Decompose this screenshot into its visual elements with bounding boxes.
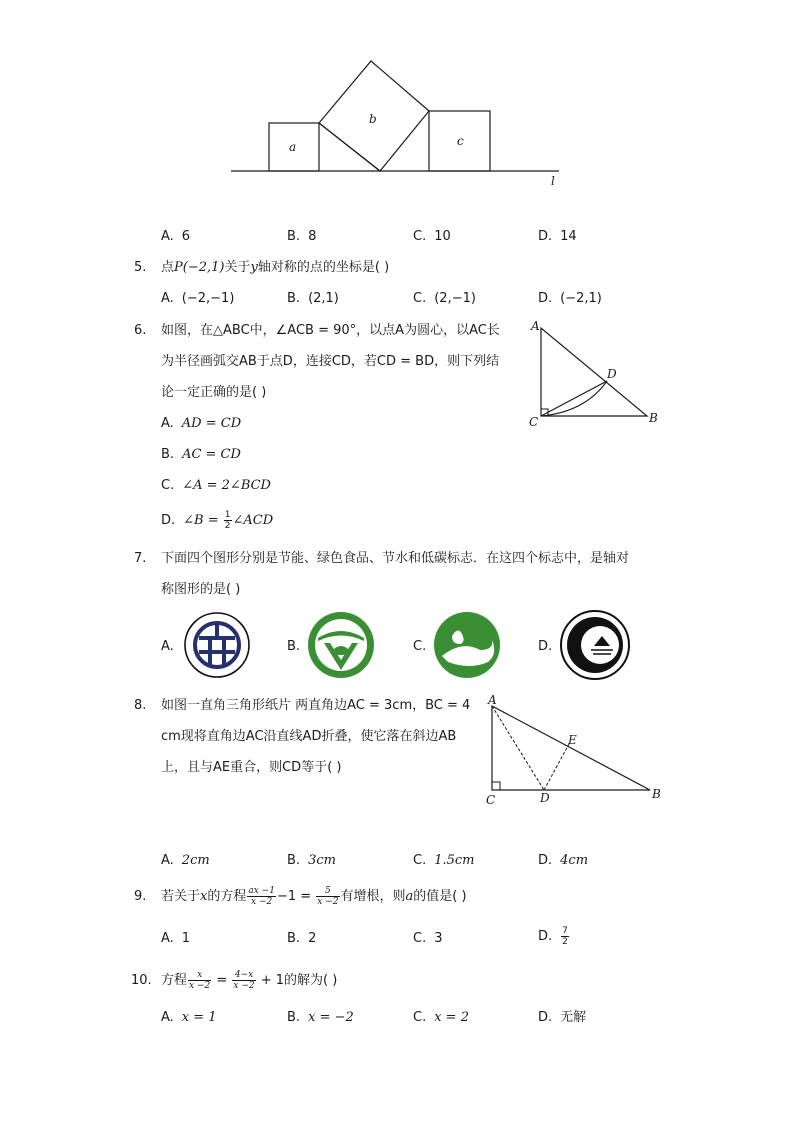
q6-number: 6.	[134, 323, 147, 338]
q9-option-c[interactable]: C. 3	[413, 931, 443, 946]
q9-stem: 若关于x的方程 $\frac{ax -1}{x -2}$ −1 = $\frac{5}{x -2}$ 有增根，则a的值是( )	[161, 886, 467, 907]
q6-stem-line3: 论一定正确的是( )	[161, 385, 267, 400]
q7-number: 7.	[134, 551, 147, 566]
q10-option-a[interactable]: A. x = 1	[161, 1010, 217, 1025]
q5-option-c[interactable]: C. (2,−1)	[413, 291, 476, 306]
fig8-label-a: A	[488, 693, 497, 707]
q5-number: 5.	[134, 260, 147, 275]
fraction-x-over-x-2: $\frac{x}{x -2}$	[189, 970, 211, 991]
q4-option-d[interactable]: D. 14	[538, 229, 577, 244]
q4-squares-figure	[225, 55, 565, 195]
q8-option-b[interactable]: B. 3cm	[287, 853, 336, 868]
q9-option-a[interactable]: A. 1	[161, 931, 191, 946]
q7-option-b[interactable]: B.	[287, 639, 301, 654]
q5-option-b[interactable]: B. (2,1)	[287, 291, 339, 306]
fig6-label-d: D	[607, 367, 617, 381]
q10-number: 10.	[131, 973, 152, 988]
fig6-label-c: C	[529, 415, 539, 429]
energy-saving-logo-icon	[182, 610, 252, 680]
q10-option-d[interactable]: D. 无解	[538, 1010, 587, 1025]
label-l: l	[551, 174, 555, 188]
green-food-logo-icon	[306, 610, 376, 680]
q4-option-a[interactable]: A. 6	[161, 229, 191, 244]
q10-option-b[interactable]: B. x = −2	[287, 1010, 354, 1025]
fig8-label-d: D	[540, 791, 550, 805]
q8-stem-line3: 上，且与AE重合，则CD等于( )	[161, 760, 342, 775]
q6-option-d[interactable]: D. ∠B = $\frac{1}{2}$ ∠ACD	[161, 510, 274, 531]
q6-stem-line2: 为半径画弧交AB于点D，连接CD，若CD = BD，则下列结	[161, 354, 500, 369]
q4-option-b[interactable]: B. 8	[287, 229, 317, 244]
q9-number: 9.	[134, 889, 147, 904]
q6-option-c[interactable]: C. ∠A = 2∠BCD	[161, 478, 271, 493]
q8-stem-line2: cm现将直角边AC沿直线AD折叠，使它落在斜边AB	[161, 729, 457, 744]
q8-option-d[interactable]: D. 4cm	[538, 853, 589, 868]
fig6-label-b: B	[649, 411, 658, 425]
q5-stem: 点P(−2,1)关于y轴对称的点的坐标是( )	[161, 260, 390, 275]
q6-triangle-figure	[525, 316, 665, 431]
q8-option-a[interactable]: A. 2cm	[161, 853, 210, 868]
q9-option-b[interactable]: B. 2	[287, 931, 317, 946]
label-a: a	[289, 140, 297, 154]
q6-stem-line1: 如图，在△ABC中，∠ACB = 90°，以点A为圆心，以AC长	[161, 323, 500, 338]
fraction-5-over-x-2: $\frac{5}{x -2}$	[317, 886, 339, 907]
fraction-4-x-over-x-2: $\frac{4-x}{x -2}$	[233, 970, 255, 991]
low-carbon-logo-icon	[558, 608, 632, 682]
q10-option-c[interactable]: C. x = 2	[413, 1010, 469, 1025]
fraction-one-half: $\frac{1}{2}$	[224, 510, 231, 531]
q5-option-d[interactable]: D. (−2,1)	[538, 291, 602, 306]
q10-stem: 方程 $\frac{x}{x -2}$ = $\frac{4-x}{x -2}$ + 1的解为( )	[161, 970, 338, 991]
q7-stem-line1: 下面四个图形分别是节能、绿色食品、节水和低碳标志．在这四个标志中，是轴对	[161, 551, 630, 566]
fraction-ax-1-over-x-2: $\frac{ax -1}{x -2}$	[248, 886, 275, 907]
q9-option-d[interactable]: D. $\frac{7}{2}$	[538, 926, 568, 947]
q7-stem-line2: 称图形的是( )	[161, 582, 241, 597]
label-c: c	[457, 134, 464, 148]
fraction-seven-halves: $\frac{7}{2}$	[562, 926, 568, 947]
label-b: b	[369, 112, 377, 126]
q4-option-c[interactable]: C. 10	[413, 229, 451, 244]
fig8-label-b: B	[652, 787, 661, 801]
q5-option-a[interactable]: A. (−2,−1)	[161, 291, 235, 306]
fig6-label-a: A	[531, 319, 540, 333]
fig8-label-e: E	[568, 733, 577, 747]
q8-number: 8.	[134, 698, 147, 713]
q7-option-c[interactable]: C.	[413, 639, 427, 654]
q6-option-a[interactable]: A. AD = CD	[161, 416, 242, 431]
fig8-label-c: C	[486, 793, 496, 807]
q8-stem-line1: 如图一直角三角形纸片 两直角边AC = 3cm，BC = 4	[161, 698, 471, 713]
q7-option-a[interactable]: A.	[161, 639, 174, 654]
water-saving-logo-icon	[432, 610, 502, 680]
q7-option-d[interactable]: D.	[538, 639, 553, 654]
q8-folded-triangle-figure	[480, 692, 670, 810]
q6-option-b[interactable]: B. AC = CD	[161, 447, 241, 462]
q8-option-c[interactable]: C. 1.5cm	[413, 853, 475, 868]
